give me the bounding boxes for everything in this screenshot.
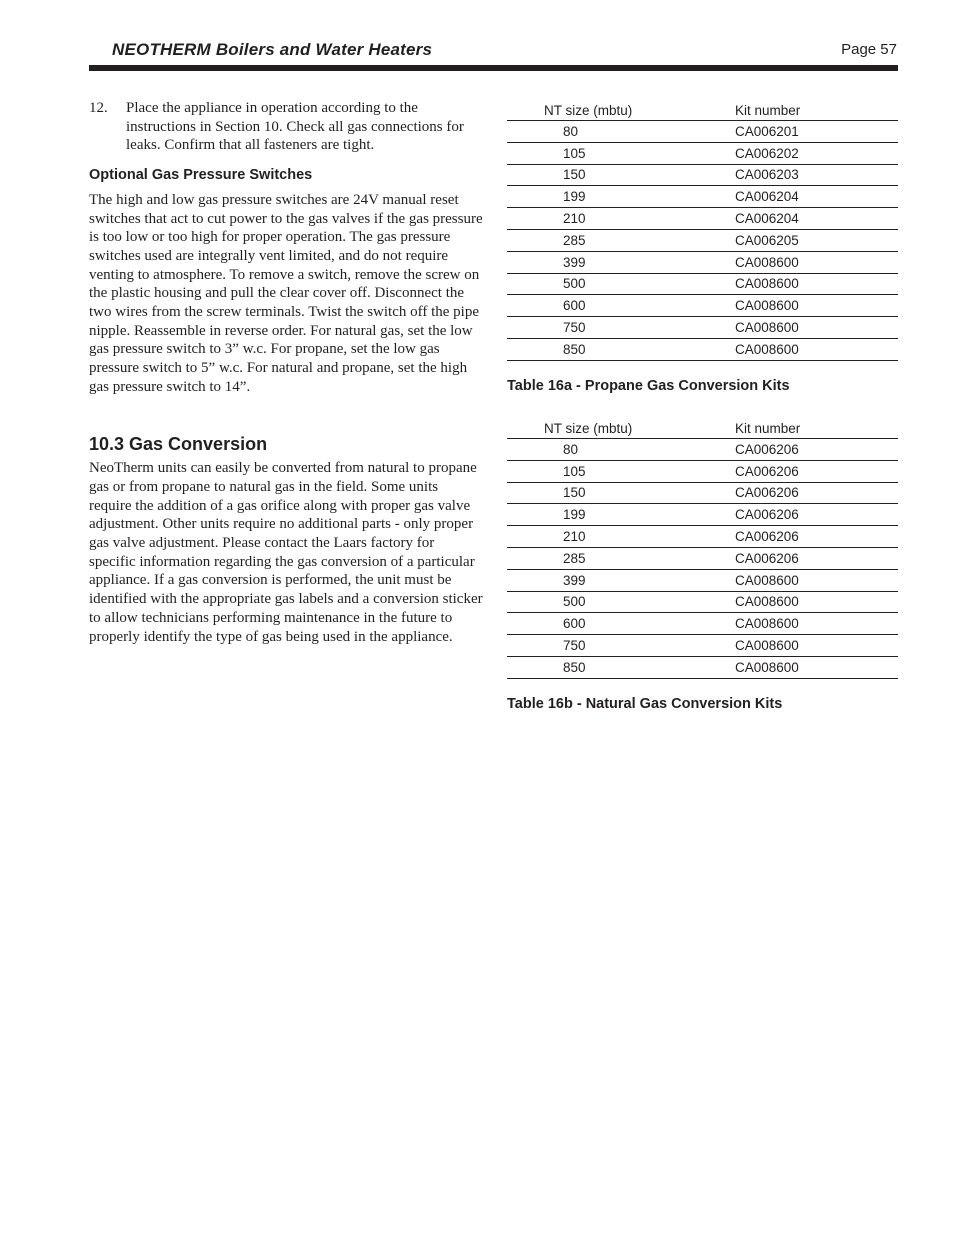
pressure-switches-body: The high and low gas pressure switches are 24V manual reset switches that act to cut power to the gas valves if the gas pressure is too low or too high for proper operation. The gas pressure switches used are integrally vent limited, and do not require venting to atmosphere. To remove a switch, remove the screw on the plastic housing and pull the clear cover off. Disconnect the two wires from the screw terminals. Twist the switch off the pipe nipple. Reassemble in reverse order. For natural gas, set the low gas pressure switch to 3” w.c. For propane, set the low gas pressure switch to 5” w.c. For natural and propane, set the high gas pressure switch to 14”. <box>89 191 483 395</box>
cell-kit-number: CA008600 <box>735 251 898 273</box>
page-number: Page 57 <box>841 41 897 58</box>
step-text: Place the appliance in operation according to the instructions in Section 10. Check all gas connections for leaks. Confirm that all fasteners are tight. <box>126 100 464 154</box>
table-row <box>507 164 898 186</box>
cell-kit-number: CA008600 <box>735 591 898 613</box>
table-row <box>507 569 898 591</box>
table-row <box>507 273 898 295</box>
cell-kit-number: CA006206 <box>735 482 898 504</box>
table-header-row <box>507 101 898 121</box>
table-row <box>507 317 898 339</box>
cell-kit-number: CA006203 <box>735 164 898 186</box>
cell-size: 600 <box>507 295 735 317</box>
cell-size: 199 <box>507 504 735 526</box>
cell-kit-number: CA006202 <box>735 142 898 164</box>
cell-size: 210 <box>507 208 735 230</box>
cell-kit-number: CA008600 <box>735 656 898 678</box>
table-row <box>507 613 898 635</box>
table-row <box>507 460 898 482</box>
cell-kit-number: CA008600 <box>735 273 898 295</box>
table-row <box>507 591 898 613</box>
cell-kit-number: CA006206 <box>735 460 898 482</box>
table-row <box>507 121 898 143</box>
brand-name: NEOTHERM <box>112 40 211 59</box>
cell-size: 80 <box>507 439 735 461</box>
cell-kit-number: CA006206 <box>735 504 898 526</box>
table-row <box>507 338 898 360</box>
table-row <box>507 186 898 208</box>
cell-size: 105 <box>507 142 735 164</box>
table-row <box>507 295 898 317</box>
table-row <box>507 229 898 251</box>
header-title-rest: Boilers and Water Heaters <box>210 40 433 59</box>
natural-kits-table <box>507 419 898 679</box>
natural-table-caption: Table 16b - Natural Gas Conversion Kits <box>507 695 783 712</box>
running-header-title <box>112 40 432 60</box>
cell-kit-number: CA006206 <box>735 547 898 569</box>
cell-size: 750 <box>507 317 735 339</box>
propane-table-block <box>507 101 898 394</box>
cell-kit-number: CA008600 <box>735 317 898 339</box>
gas-conversion-heading: 10.3 Gas Conversion <box>89 433 268 454</box>
column-header-size: NT size (mbtu) <box>507 101 735 121</box>
cell-size: 850 <box>507 656 735 678</box>
header-rule <box>89 65 898 71</box>
cell-size: 600 <box>507 613 735 635</box>
cell-size: 750 <box>507 635 735 657</box>
cell-size: 199 <box>507 186 735 208</box>
cell-kit-number: CA008600 <box>735 635 898 657</box>
cell-size: 105 <box>507 460 735 482</box>
cell-kit-number: CA008600 <box>735 295 898 317</box>
cell-size: 500 <box>507 591 735 613</box>
table-row <box>507 251 898 273</box>
cell-size: 399 <box>507 569 735 591</box>
cell-kit-number: CA006204 <box>735 208 898 230</box>
propane-table-caption: Table 16a - Propane Gas Conversion Kits <box>507 377 790 394</box>
table-row <box>507 208 898 230</box>
column-header-size: NT size (mbtu) <box>507 419 735 439</box>
table-row <box>507 504 898 526</box>
propane-kits-table <box>507 101 898 361</box>
natural-table-block <box>507 419 898 712</box>
step-number: 12. <box>89 100 108 116</box>
cell-size: 850 <box>507 338 735 360</box>
cell-size: 150 <box>507 482 735 504</box>
gas-conversion-body: NeoTherm units can easily be converted from natural to propane gas or from propane to natural gas in the field. Some units require the addition of a gas orifice along with proper gas valve adjustment. Other units require no additional parts - only proper gas valve adjustment. Please contact the Laars factory for specific information regarding the gas conversion of a particular appliance. If a gas conversion is performed, the unit must be identified with the appropriate gas labels and a conversion sticker to allow technicians performing maintenance in the future to properly identify the type of gas being used in the appliance. <box>89 460 483 645</box>
table-row <box>507 656 898 678</box>
table-row <box>507 439 898 461</box>
cell-kit-number: CA008600 <box>735 613 898 635</box>
propane-table-body <box>507 121 898 361</box>
table-row <box>507 635 898 657</box>
table-header-row <box>507 419 898 439</box>
cell-size: 150 <box>507 164 735 186</box>
cell-kit-number: CA008600 <box>735 338 898 360</box>
cell-kit-number: CA006206 <box>735 526 898 548</box>
table-row <box>507 526 898 548</box>
cell-size: 399 <box>507 251 735 273</box>
column-header-kit: Kit number <box>735 419 898 439</box>
cell-size: 500 <box>507 273 735 295</box>
cell-size: 210 <box>507 526 735 548</box>
cell-size: 285 <box>507 547 735 569</box>
table-row <box>507 482 898 504</box>
left-column <box>89 99 484 646</box>
cell-kit-number: CA006206 <box>735 439 898 461</box>
cell-kit-number: CA008600 <box>735 569 898 591</box>
numbered-step <box>89 99 484 155</box>
cell-kit-number: CA006204 <box>735 186 898 208</box>
table-row <box>507 142 898 164</box>
table-row <box>507 547 898 569</box>
cell-size: 285 <box>507 229 735 251</box>
pressure-switches-heading: Optional Gas Pressure Switches <box>89 167 313 184</box>
cell-kit-number: CA006201 <box>735 121 898 143</box>
cell-size: 80 <box>507 121 735 143</box>
cell-kit-number: CA006205 <box>735 229 898 251</box>
natural-table-body <box>507 439 898 679</box>
column-header-kit: Kit number <box>735 101 898 121</box>
